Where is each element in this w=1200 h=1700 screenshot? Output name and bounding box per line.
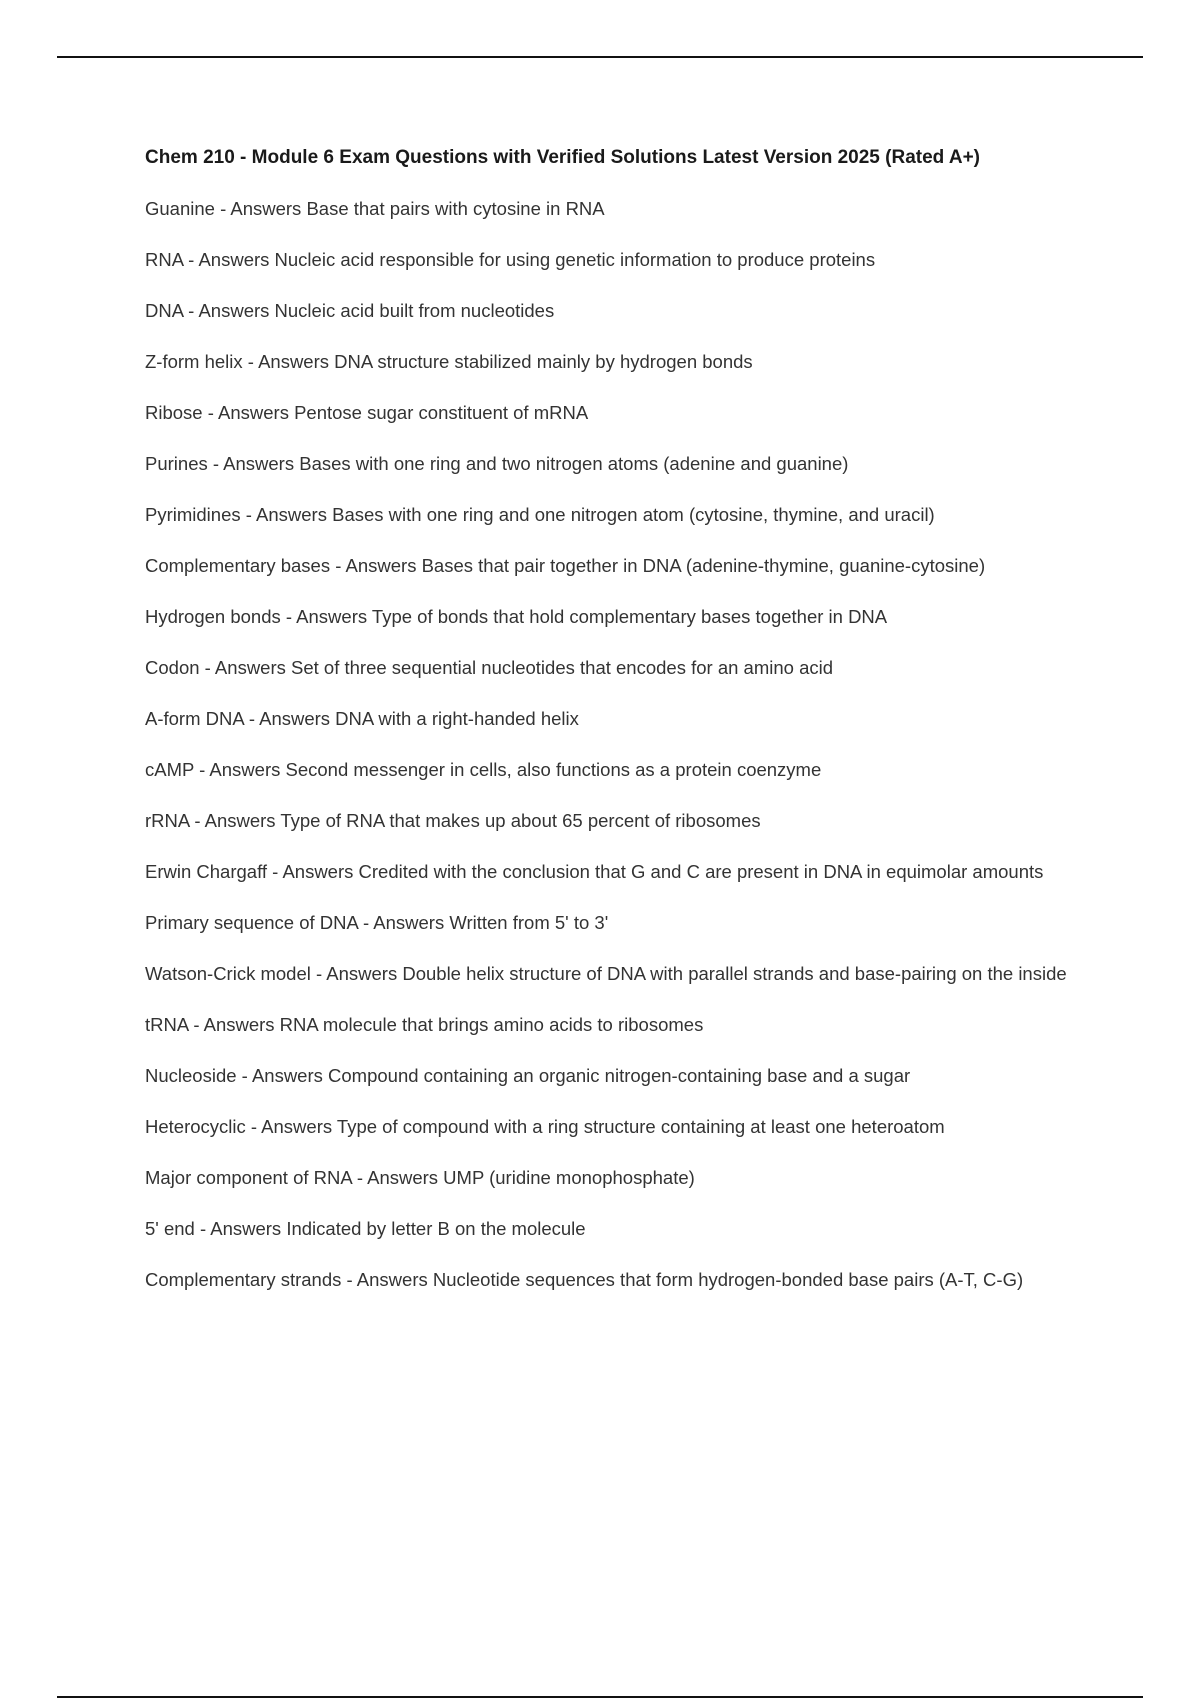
- qa-item: Heterocyclic - Answers Type of compound with a ring structure containing at least one heteroatom: [145, 1116, 945, 1137]
- qa-item: Codon - Answers Set of three sequential nucleotides that encodes for an amino acid: [145, 657, 834, 678]
- qa-item: Pyrimidines - Answers Bases with one ring and one nitrogen atom (cytosine, thymine, and uracil): [145, 504, 935, 525]
- qa-item: Watson-Crick model - Answers Double helix structure of DNA with parallel strands and base-pairing on the inside: [145, 963, 1067, 984]
- qa-item: Ribose - Answers Pentose sugar constituent of mRNA: [145, 402, 589, 423]
- qa-item: Guanine - Answers Base that pairs with cytosine in RNA: [145, 198, 605, 219]
- qa-item: Primary sequence of DNA - Answers Written from 5' to 3': [145, 912, 609, 933]
- qa-item: 5' end - Answers Indicated by letter B on the molecule: [145, 1218, 586, 1239]
- qa-item: Complementary strands - Answers Nucleotide sequences that form hydrogen-bonded base pairs (A-T, C-G): [145, 1269, 1024, 1290]
- qa-item: Hydrogen bonds - Answers Type of bonds that hold complementary bases together in DNA: [145, 606, 888, 627]
- qa-item: RNA - Answers Nucleic acid responsible for using genetic information to produce proteins: [145, 249, 876, 270]
- document-title: Chem 210 - Module 6 Exam Questions with Verified Solutions Latest Version 2025 (Rated A+): [145, 147, 980, 168]
- qa-item: Major component of RNA - Answers UMP (uridine monophosphate): [145, 1167, 695, 1188]
- qa-item: rRNA - Answers Type of RNA that makes up about 65 percent of ribosomes: [145, 810, 761, 831]
- footer-rule: [57, 1696, 1143, 1698]
- qa-item: Z-form helix - Answers DNA structure stabilized mainly by hydrogen bonds: [145, 351, 753, 372]
- header-rule: [57, 56, 1143, 58]
- document-body: [145, 144, 1085, 1315]
- qa-item: tRNA - Answers RNA molecule that brings amino acids to ribosomes: [145, 1014, 704, 1035]
- qa-item: Erwin Chargaff - Answers Credited with the conclusion that G and C are present in DNA in equimolar amounts: [145, 861, 1044, 882]
- qa-item: A-form DNA - Answers DNA with a right-handed helix: [145, 708, 579, 729]
- qa-item: DNA - Answers Nucleic acid built from nucleotides: [145, 300, 555, 321]
- qa-item: cAMP - Answers Second messenger in cells, also functions as a protein coenzyme: [145, 759, 822, 780]
- qa-item: Nucleoside - Answers Compound containing an organic nitrogen-containing base and a sugar: [145, 1065, 911, 1086]
- qa-item: Purines - Answers Bases with one ring and two nitrogen atoms (adenine and guanine): [145, 453, 849, 474]
- qa-list: [145, 193, 1085, 1295]
- qa-item: Complementary bases - Answers Bases that pair together in DNA (adenine-thymine, guanine-cytosine): [145, 555, 986, 576]
